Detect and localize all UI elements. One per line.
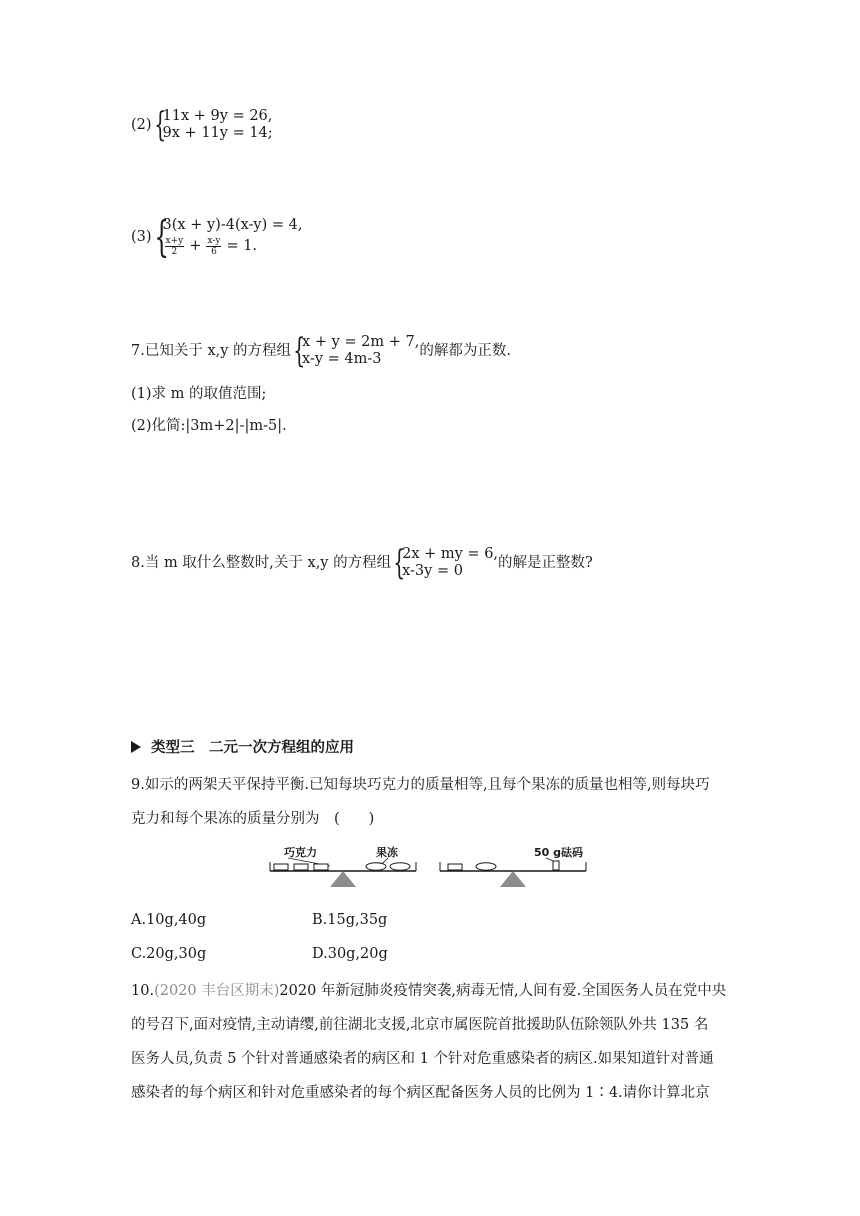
chocolate-block [294,864,308,870]
q7-part2: (2)化简:|3m+2|-|m-5|. [131,418,287,434]
q9-option-d[interactable]: D.30g,20g [312,946,388,962]
chocolate-block [314,864,328,870]
q7-suffix: 的解都为正数. [419,343,511,359]
q7-prefix: 7.已知关于 x,y 的方程组 [131,343,292,359]
q6-part3-label: (3) [131,229,152,245]
left-brace-icon: { [153,105,166,145]
left-brace-icon: { [393,543,406,583]
q10-number: 10. [131,983,155,999]
q10-line1 [131,981,726,1001]
q8-eq1: 2x + my = 6, [402,546,499,562]
section-title: 类型三 二元一次方程组的应用 [151,740,354,756]
weight-icon [553,861,559,870]
triangle-bullet-icon [131,741,141,753]
label-jelly: 果冻 [376,846,398,859]
q6-part2-label: (2) [131,117,152,133]
q9-stem-line1: 9.如示的两架天平保持平衡.已知每块巧克力的质量相等,且每个果冻的质量也相等,则每块巧 [131,777,710,793]
section-heading [131,736,354,757]
q8-stem [131,543,593,583]
q9-stem-line2: 克力和每个果冻的质量分别为 ( ) [131,811,375,827]
chocolate-block [448,864,462,870]
q6-part3 [131,212,303,261]
q6-part2 [131,105,273,145]
q7-eq1: x + y = 2m + 7, [302,334,420,350]
q9-option-c[interactable]: C.20g,30g [131,946,207,962]
fraction: $\frac{x-y}{6}$ [207,236,221,257]
fulcrum-icon [500,871,526,887]
q9-option-a[interactable]: A.10g,40g [131,912,207,928]
q10-line1-text: 2020 年新冠肺炎疫情突袭,病毒无情,人间有爱.全国医务人员在党中央 [279,983,727,999]
label-weight: 50 g砝码 [534,846,584,859]
fulcrum-icon [330,871,356,887]
q10-source: (2020 丰台区期末) [154,983,280,999]
q7-eq2: x-y = 4m-3 [302,351,382,367]
q6-part2-system [152,105,273,145]
q6-part3-system [152,212,303,261]
q8-eq2: x-3y = 0 [402,563,463,579]
left-brace-icon: { [153,212,169,261]
q7-system [291,331,420,371]
fraction: $\frac{x+y}{2}$ [165,236,184,257]
q6-part2-eq2: 9x + 11y = 14; [162,125,273,141]
q8-suffix: 的解是正整数? [498,555,593,571]
jelly-oval [476,863,496,871]
q6-part3-eq1: 3(x + y)-4(x-y) = 4, [162,217,303,233]
balance-left [270,845,416,887]
q7-stem [131,331,511,371]
q10-line3: 医务人员,负责 5 个针对普通感染者的病区和 1 个针对危重感染者的病区.如果知道针对普通 [131,1051,714,1067]
label-chocolate: 巧克力 [284,846,317,859]
q7-part1: (1)求 m 的取值范围; [131,386,267,402]
q6-part3-eq2: $\frac{x+y}{2}$ + $\frac{x-y}{6}$ = 1. [165,236,258,257]
q8-system [391,543,499,583]
balance-right [440,845,586,887]
q6-part2-eq1: 11x + 9y = 26, [162,108,273,124]
q10-line2: 的号召下,面对疫情,主动请缨,前往湖北支援,北京市属医院首批援助队伍除领队外共 135 名 [131,1017,709,1033]
jelly-oval [366,863,386,871]
q10-line4: 感染者的每个病区和针对危重感染者的每个病区配备医务人员的比例为 1∶4.请你计算北京 [131,1085,710,1101]
jelly-oval [390,863,410,871]
balance-figure [268,840,598,896]
left-brace-icon: { [293,331,306,371]
chocolate-block [274,864,288,870]
q8-prefix: 8.当 m 取什么整数时,关于 x,y 的方程组 [131,555,392,571]
q9-option-b[interactable]: B.15g,35g [312,912,388,928]
